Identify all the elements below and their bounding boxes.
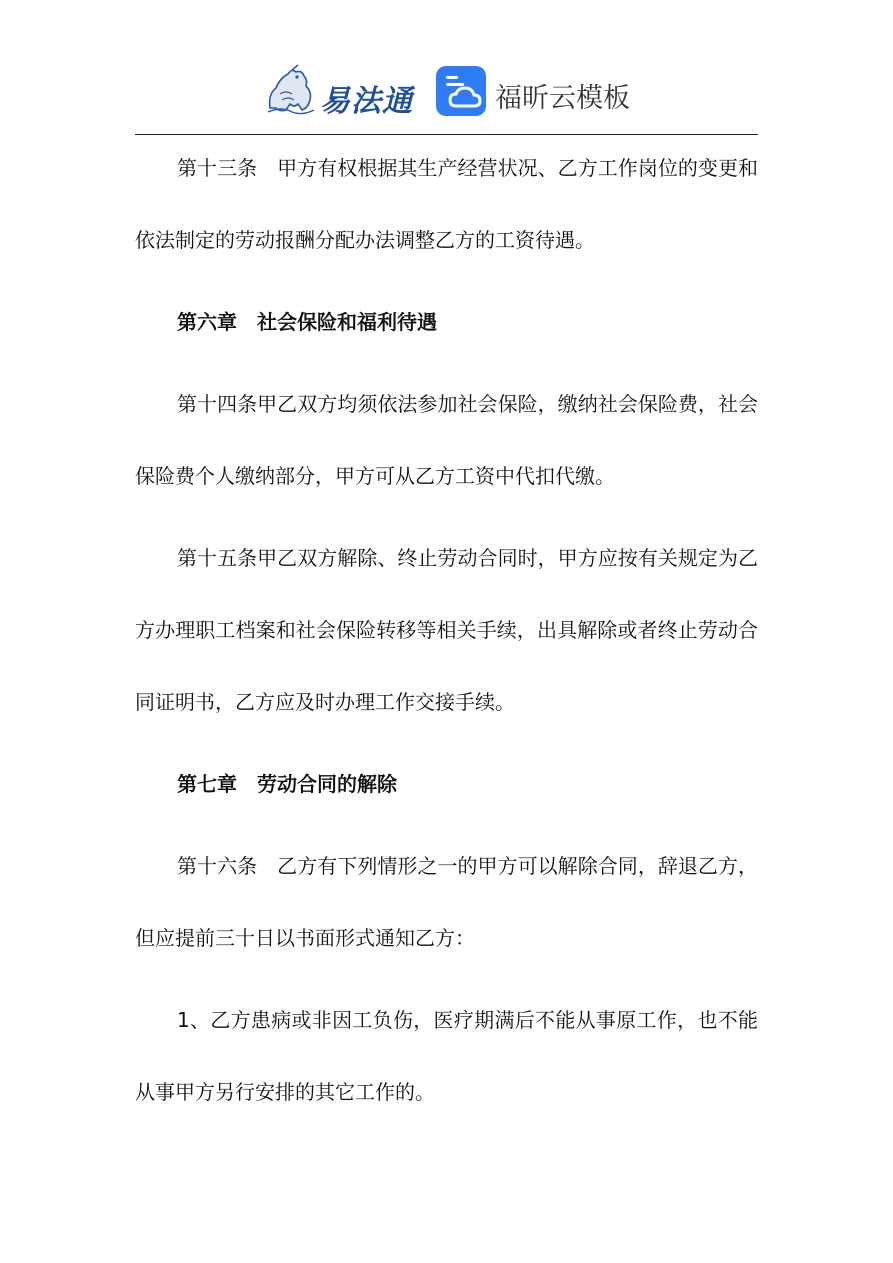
foxit-brand-text: 福昕云模板 (495, 83, 630, 114)
article-16-paragraph: 第十六条 乙方有下列情形之一的甲方可以解除合同，辞退乙方，但应提前三十日以书面形式通知乙方： (135, 854, 758, 950)
page-header (0, 58, 893, 124)
article-14-paragraph: 第十四条甲乙双方均须依法参加社会保险，缴纳社会保险费，社会保险费个人缴纳部分，甲方可从乙方工资中代扣代缴。 (135, 392, 758, 488)
document-body (135, 132, 758, 1128)
clause-1-paragraph: 1、乙方患病或非因工负伤，医疗期满后不能从事原工作，也不能从事甲方另行安排的其它工作的。 (135, 1008, 758, 1104)
article-13-paragraph: 第十三条 甲方有权根据其生产经营状况、乙方工作岗位的变更和依法制定的劳动报酬分配办法调整乙方的工资待遇。 (135, 156, 758, 252)
chapter-7-heading: 第七章 劳动合同的解除 (177, 772, 397, 796)
article-15-paragraph: 第十五条甲乙双方解除、终止劳动合同时，甲方应按有关规定为乙方办理职工档案和社会保险转移等相关手续，出具解除或者终止劳动合同证明书，乙方应及时办理工作交接手续。 (135, 546, 758, 714)
foxit-cloud-template-logo (436, 66, 636, 118)
yifatong-logo (262, 64, 413, 119)
cloud-document-icon (436, 66, 486, 116)
yifatong-brand-text: 易法通 (320, 84, 413, 119)
unicorn-emblem-icon (262, 64, 320, 116)
chapter-6-heading: 第六章 社会保险和福利待遇 (177, 310, 437, 334)
